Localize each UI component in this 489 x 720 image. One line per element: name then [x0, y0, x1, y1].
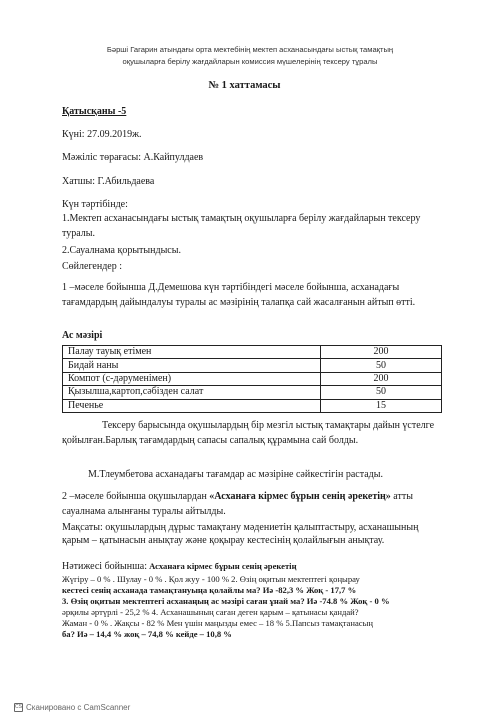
menu-heading: Ас мәзірі: [62, 330, 103, 341]
menu-value: 15: [321, 399, 442, 412]
document-header: [60, 44, 440, 68]
results-line-4: әрқилы әртүрлі - 25,2 % 4. Асханашының саған деген қарым – қатынасы қандай?: [62, 607, 359, 617]
header-line-2: оқушыларға берілу жағдайларын комиссия мүшелерінің тексеру тұралы: [122, 57, 378, 66]
results-line-6: ба? Иә – 14,4 % жоқ – 74,8 % кейде – 10,8 %: [62, 629, 232, 639]
menu-value: 200: [321, 372, 442, 385]
agenda-item-1: 1.Мектеп асханасындағы ыстық тамақтың оқушыларға берілу жағдайларын тексеру туралы.: [62, 213, 421, 239]
results-line-5: Жаман - 0 % . Жақсы - 82 % Мен үшін маңызды емес – 18 % 5.Папсыз тамақтанасың: [62, 618, 373, 628]
issue-1-text: 1 –мәселе бойынша Д.Демешова күн тәртібіндегі мәселе бойынша, асханадағы тағамдардың дайындалуы туралы ас мәзірінің талапқа сай жасалғанын айтып өтті.: [62, 282, 416, 308]
menu-table: [62, 345, 442, 413]
approval-text: М.Тлеумбетова асханадағы тағамдар ас мәзіріне сәйкестігін растады.: [88, 469, 383, 480]
menu-item: Компот (с-дәруменімен): [63, 372, 321, 385]
results-heading: Асханаға кірмес бұрын сенің әрекетің: [147, 561, 297, 571]
scanner-footer: [14, 703, 130, 712]
menu-value: 200: [321, 346, 442, 359]
menu-value: 50: [321, 386, 442, 399]
menu-item: Палау тауық етімен: [63, 346, 321, 359]
header-line-1: Бәрші Гагарин атындағы орта мектебінің мектеп асханасындағы ыстық тамақтың: [106, 45, 394, 54]
menu-item: Бидай наны: [63, 359, 321, 372]
chairman: Мәжіліс төрағасы: А.Кайпулдаев: [62, 152, 204, 163]
table-row: [63, 399, 442, 412]
menu-item: Қызылша,картоп,сәбізден салат: [63, 386, 321, 399]
table-row: [63, 386, 442, 399]
camscanner-icon: CS: [15, 704, 22, 711]
issue-2-prefix: 2 –мәселе бойынша оқушылардан: [62, 491, 210, 502]
menu-value: 50: [321, 359, 442, 372]
results-line: [62, 560, 297, 573]
table-row: [63, 346, 442, 359]
document-title: № 1 хаттамасы: [208, 80, 281, 91]
secretary: Хатшы: Г.Абильдаева: [62, 176, 155, 187]
results-line-3: 3. Өзің оқитын мектептегі асханаңың ас мәзірі саған ұнай ма? Иә -74.8 % Жоқ - 0 %: [62, 596, 390, 606]
table-row: [63, 372, 442, 385]
issue-2-text: [62, 490, 446, 519]
table-row: [63, 359, 442, 372]
footer-text: Сканировано с CamScanner: [26, 703, 131, 712]
results-line-1: Жүгіру – 0 % . Шулау - 0 % . Қол жуу - 100 % 2. Өзің оқитын мектептегі қоңырау: [62, 574, 360, 584]
survey-results: [62, 574, 457, 640]
agenda-heading: Күн тәртібінде:: [62, 199, 128, 210]
speakers-heading: Сөйлегендер :: [62, 261, 123, 272]
agenda-item-2: 2.Сауалнама қорытындысы.: [62, 245, 181, 256]
results-label: Нәтижесі бойынша:: [62, 561, 147, 572]
survey-title: «Асханаға кірмес бұрын сенің әрекетің»: [209, 491, 391, 502]
attendance: Қатысқаны -5: [62, 106, 127, 117]
menu-item: Печенье: [63, 399, 321, 412]
meeting-date: Күні: 27.09.2019ж.: [62, 129, 142, 140]
issue-2-suffix: атты сауалнама алынғаны туралы айтылды.: [62, 491, 413, 517]
results-line-2: кестесі сенің асханада тамақтануыңа қолайлы ма? Иә -82,3 % Жоқ - 17,7 %: [62, 585, 357, 595]
purpose-text: Мақсаты: оқушылардың дұрыс тамақтану мәдениетін қалыптастыру, асханашының қарым – қатынасын анықтау және қоқырау кестесінің қолайлығын анықтау.: [62, 522, 419, 546]
check-text: Тексеру барысында оқушылардың бір мезгіл ыстық тамақтары дайын үстелге қойылған.Барлық тағамдардың сапасы сапалық құрамына сай болды.: [62, 420, 435, 446]
